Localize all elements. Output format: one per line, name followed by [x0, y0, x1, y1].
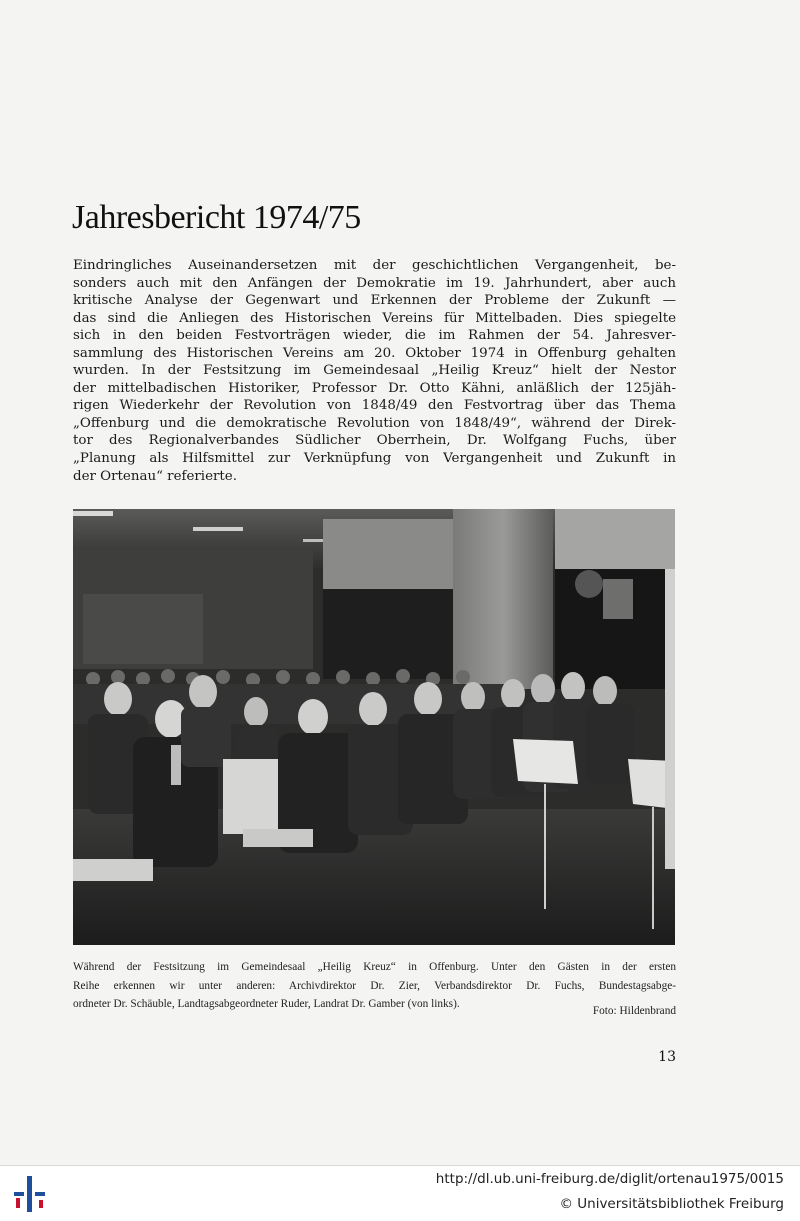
body-line: „Offenburg und die demokratische Revolution von 1848/49“, während der Direk- — [73, 415, 676, 431]
body-line: wurden. In der Festsitzung im Gemeindesaal „Heilig Kreuz“ hielt der Nestor — [73, 363, 676, 379]
ub-freiburg-logo-icon — [10, 1174, 50, 1214]
body-line: tor des Regionalverbandes Südlicher Oberrhein, Dr. Wolfgang Fuchs, über — [73, 433, 676, 449]
photo-credit: Foto: Hildenbrand — [592, 1005, 676, 1017]
body-line: Eindringliches Auseinandersetzen mit der geschichtlichen Vergangenheit, be- — [73, 258, 676, 273]
caption-line: ordneter Dr. Schäuble, Landtagsabgeordneter Ruder, Landrat Dr. Gamber (von links). — [73, 998, 460, 1010]
audience-photo — [73, 509, 675, 945]
caption-line: Reihe erkennen wir unter anderen: Archivdirektor Dr. Zier, Verbandsdirektor Dr. Fuchs, Bundestagsabge- — [73, 979, 676, 992]
body-line: „Planung als Hilfsmittel zur Verknüpfung von Vergangenheit und Zukunft in — [73, 451, 676, 467]
body-line: sammlung des Historischen Vereins am 20. Oktober 1974 in Offenburg gehalten — [73, 345, 676, 361]
page-number: 13 — [658, 1049, 676, 1065]
page-title: Jahresbericht 1974/75 — [72, 198, 361, 236]
body-line: der mittelbadischen Historiker, Professor Dr. Otto Kähni, anläßlich der 125jäh- — [73, 380, 676, 396]
caption-line: Während der Festsitzung im Gemeindesaal „Heilig Kreuz“ in Offenburg. Unter den Gästen in der ersten — [73, 961, 676, 973]
copyright-notice: © Universitätsbibliothek Freiburg — [559, 1196, 784, 1212]
body-line: rigen Wiederkehr der Revolution von 1848/49 den Festvortrag über das Thema — [73, 398, 676, 414]
body-line: das sind die Anliegen des Historischen Vereins für Mittelbaden. Dies spiegelte — [73, 310, 676, 326]
body-line: sonders auch mit den Anfängen der Demokratie im 19. Jahrhundert, aber auch — [73, 275, 676, 291]
body-line: sich in den beiden Festvorträgen wieder, die im Rahmen der 54. Jahresver- — [73, 328, 676, 344]
document-url-link[interactable]: http://dl.ub.uni-freiburg.de/diglit/ortenau1975/0015 — [435, 1171, 784, 1187]
body-line: kritische Analyse der Gegenwart und Erkennen der Probleme der Zukunft — — [73, 293, 676, 309]
photo-caption — [73, 958, 676, 1014]
body-line: der Ortenau“ referierte. — [73, 468, 237, 484]
viewer-footer — [0, 1165, 800, 1221]
body-paragraph — [73, 257, 676, 485]
